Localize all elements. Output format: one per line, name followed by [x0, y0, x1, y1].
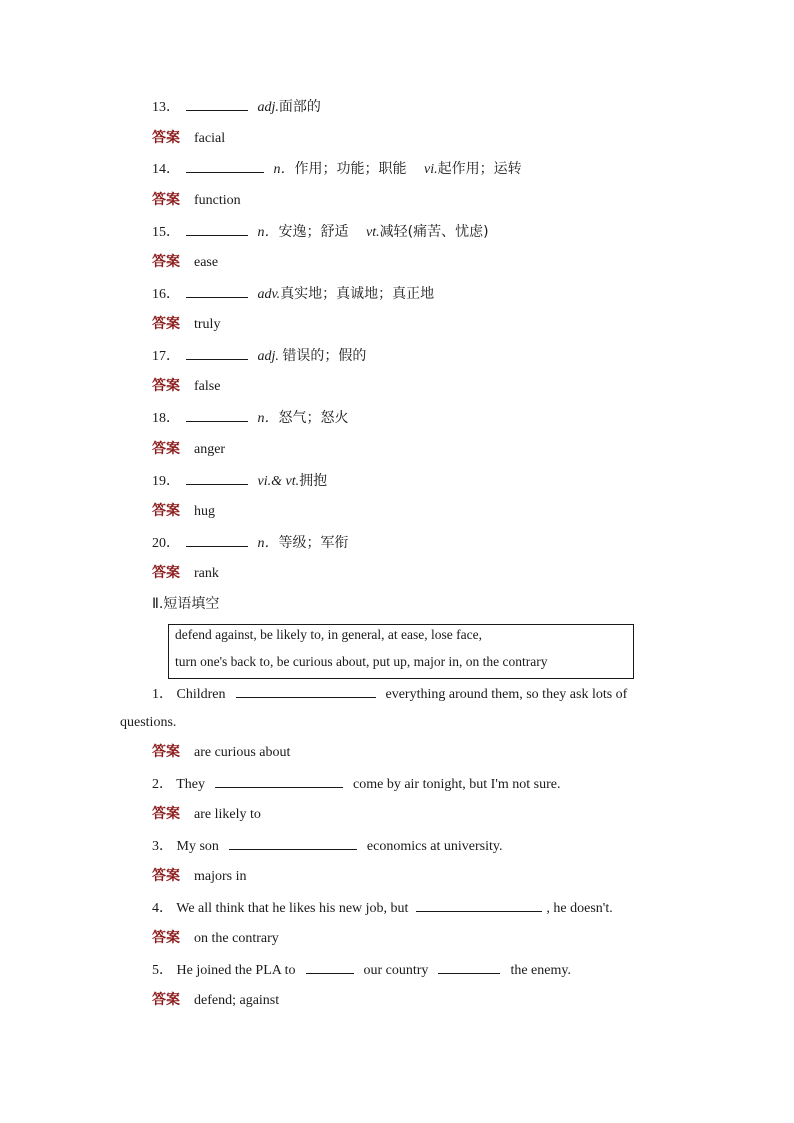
meaning-2: 减轻(痛苦、忧虑) [379, 224, 489, 240]
meaning: 错误的；假的 [282, 348, 367, 364]
phrase-item-4 [152, 897, 613, 919]
phrase-answer-5 [152, 990, 279, 1011]
answer-blank [186, 96, 248, 111]
answer-label: 答案 [152, 130, 180, 146]
answer-label: 答案 [152, 565, 180, 581]
phrase-item-3 [152, 835, 502, 857]
answer-label: 答案 [152, 503, 180, 519]
answer-text: are likely to [194, 807, 261, 822]
part-of-speech: n． [257, 536, 279, 551]
answer-text: false [194, 379, 221, 394]
item-number: 13． [152, 100, 180, 115]
item-number: 2． [152, 777, 173, 792]
word-box-line-2: turn one's back to, be curious about, put up, major in, on the contrary [175, 654, 548, 669]
sentence-start: We all think that he likes his new job, but [176, 901, 409, 916]
item-number: 18． [152, 411, 180, 426]
phrase-answer-3 [152, 866, 247, 887]
part-of-speech-2: vi. [424, 162, 438, 177]
sentence-start: Children [176, 687, 226, 702]
sentence-start: They [176, 777, 206, 792]
answer-blank [186, 407, 248, 422]
answer-blank [416, 897, 542, 912]
section-title: Ⅱ.短语填空 [152, 596, 220, 612]
meaning: 等级；军衔 [278, 535, 349, 551]
item-number: 1． [152, 687, 173, 702]
sentence-middle: our country [363, 963, 429, 978]
part-of-speech: n． [257, 225, 279, 240]
part-of-speech: n． [273, 162, 295, 177]
answer-text: on the contrary [194, 931, 279, 946]
meaning: 真实地；真诚地；真正地 [280, 286, 435, 302]
answer-text: majors in [194, 869, 247, 884]
meaning: 怒气；怒火 [278, 410, 349, 426]
answer-18 [152, 439, 225, 460]
part-of-speech: adv. [257, 287, 281, 302]
item-number: 3． [152, 839, 173, 854]
answer-blank [186, 470, 248, 485]
answer-13 [152, 128, 225, 149]
answer-label: 答案 [152, 254, 180, 270]
answer-label: 答案 [152, 806, 180, 822]
answer-blank [186, 345, 248, 360]
part-of-speech: adj. [257, 100, 279, 115]
phrase-answer-2 [152, 804, 261, 825]
vocab-item-16 [152, 283, 434, 305]
answer-blank [229, 835, 357, 850]
answer-label: 答案 [152, 744, 180, 760]
answer-text: rank [194, 566, 219, 581]
phrase-answer-1 [152, 742, 290, 763]
phrase-word-box [168, 624, 634, 679]
answer-blank [186, 283, 248, 298]
sentence-end: come by air tonight, but I'm not sure. [353, 777, 561, 792]
answer-text: anger [194, 442, 226, 457]
vocab-item-15 [152, 221, 489, 243]
meaning-2: 起作用；运转 [437, 161, 522, 177]
answer-16 [152, 314, 220, 335]
phrase-answer-4 [152, 928, 279, 949]
answer-text: defend; against [194, 993, 280, 1008]
vocab-item-19 [152, 470, 327, 492]
meaning: 作用；功能；职能 [294, 161, 407, 177]
answer-blank-2 [438, 959, 500, 974]
word-box-line-1: defend against, be likely to, in general, at ease, lose face, [175, 627, 482, 642]
answer-14 [152, 190, 241, 211]
vocab-item-20 [152, 532, 349, 554]
answer-blank [186, 221, 248, 236]
answer-text: ease [194, 255, 219, 270]
answer-text: are curious about [194, 745, 291, 760]
part-of-speech: vi.& vt. [257, 474, 300, 489]
answer-19 [152, 501, 215, 522]
answer-label: 答案 [152, 378, 180, 394]
sentence-end: economics at university. [366, 839, 503, 854]
phrase-item-2 [152, 773, 560, 795]
sentence-start: My son [176, 839, 219, 854]
sentence-start: He joined the PLA to [176, 963, 296, 978]
part-of-speech: adj. [257, 349, 279, 364]
answer-label: 答案 [152, 930, 180, 946]
meaning: 面部的 [278, 99, 321, 115]
item-number: 19． [152, 474, 180, 489]
answer-text: hug [194, 504, 215, 519]
answer-20 [152, 563, 219, 584]
answer-blank [215, 773, 343, 788]
meaning: 安逸；舒适 [278, 224, 349, 240]
vocab-item-18 [152, 407, 349, 429]
meaning: 拥抱 [299, 473, 328, 489]
answer-blank [186, 532, 248, 547]
phrase-item-1 [152, 683, 627, 705]
item-number: 4． [152, 901, 173, 916]
answer-label: 答案 [152, 316, 180, 332]
answer-blank [186, 158, 264, 173]
item-number: 5． [152, 963, 173, 978]
sentence-end: , he doesn't. [546, 901, 613, 916]
answer-label: 答案 [152, 992, 180, 1008]
sentence-end: the enemy. [510, 963, 571, 978]
vocab-item-13 [152, 96, 321, 118]
answer-15 [152, 252, 218, 273]
vocab-item-14 [152, 158, 522, 180]
answer-label: 答案 [152, 192, 180, 208]
part-of-speech-2: vt. [366, 225, 380, 240]
answer-label: 答案 [152, 868, 180, 884]
sentence-end: everything around them, so they ask lots of [385, 687, 628, 702]
answer-17 [152, 376, 220, 397]
vocab-item-17 [152, 345, 366, 367]
item-number: 16． [152, 287, 180, 302]
item-number: 17． [152, 349, 180, 364]
answer-blank [236, 683, 376, 698]
answer-label: 答案 [152, 441, 180, 457]
phrase-item-1-continued: questions. [120, 715, 177, 730]
answer-text: function [194, 193, 241, 208]
answer-blank-1 [306, 959, 354, 974]
answer-text: truly [194, 317, 221, 332]
item-number: 15． [152, 225, 180, 240]
item-number: 20． [152, 536, 180, 551]
phrase-item-5 [152, 959, 571, 981]
answer-text: facial [194, 131, 226, 146]
item-number: 14． [152, 162, 180, 177]
part-of-speech: n． [257, 411, 279, 426]
